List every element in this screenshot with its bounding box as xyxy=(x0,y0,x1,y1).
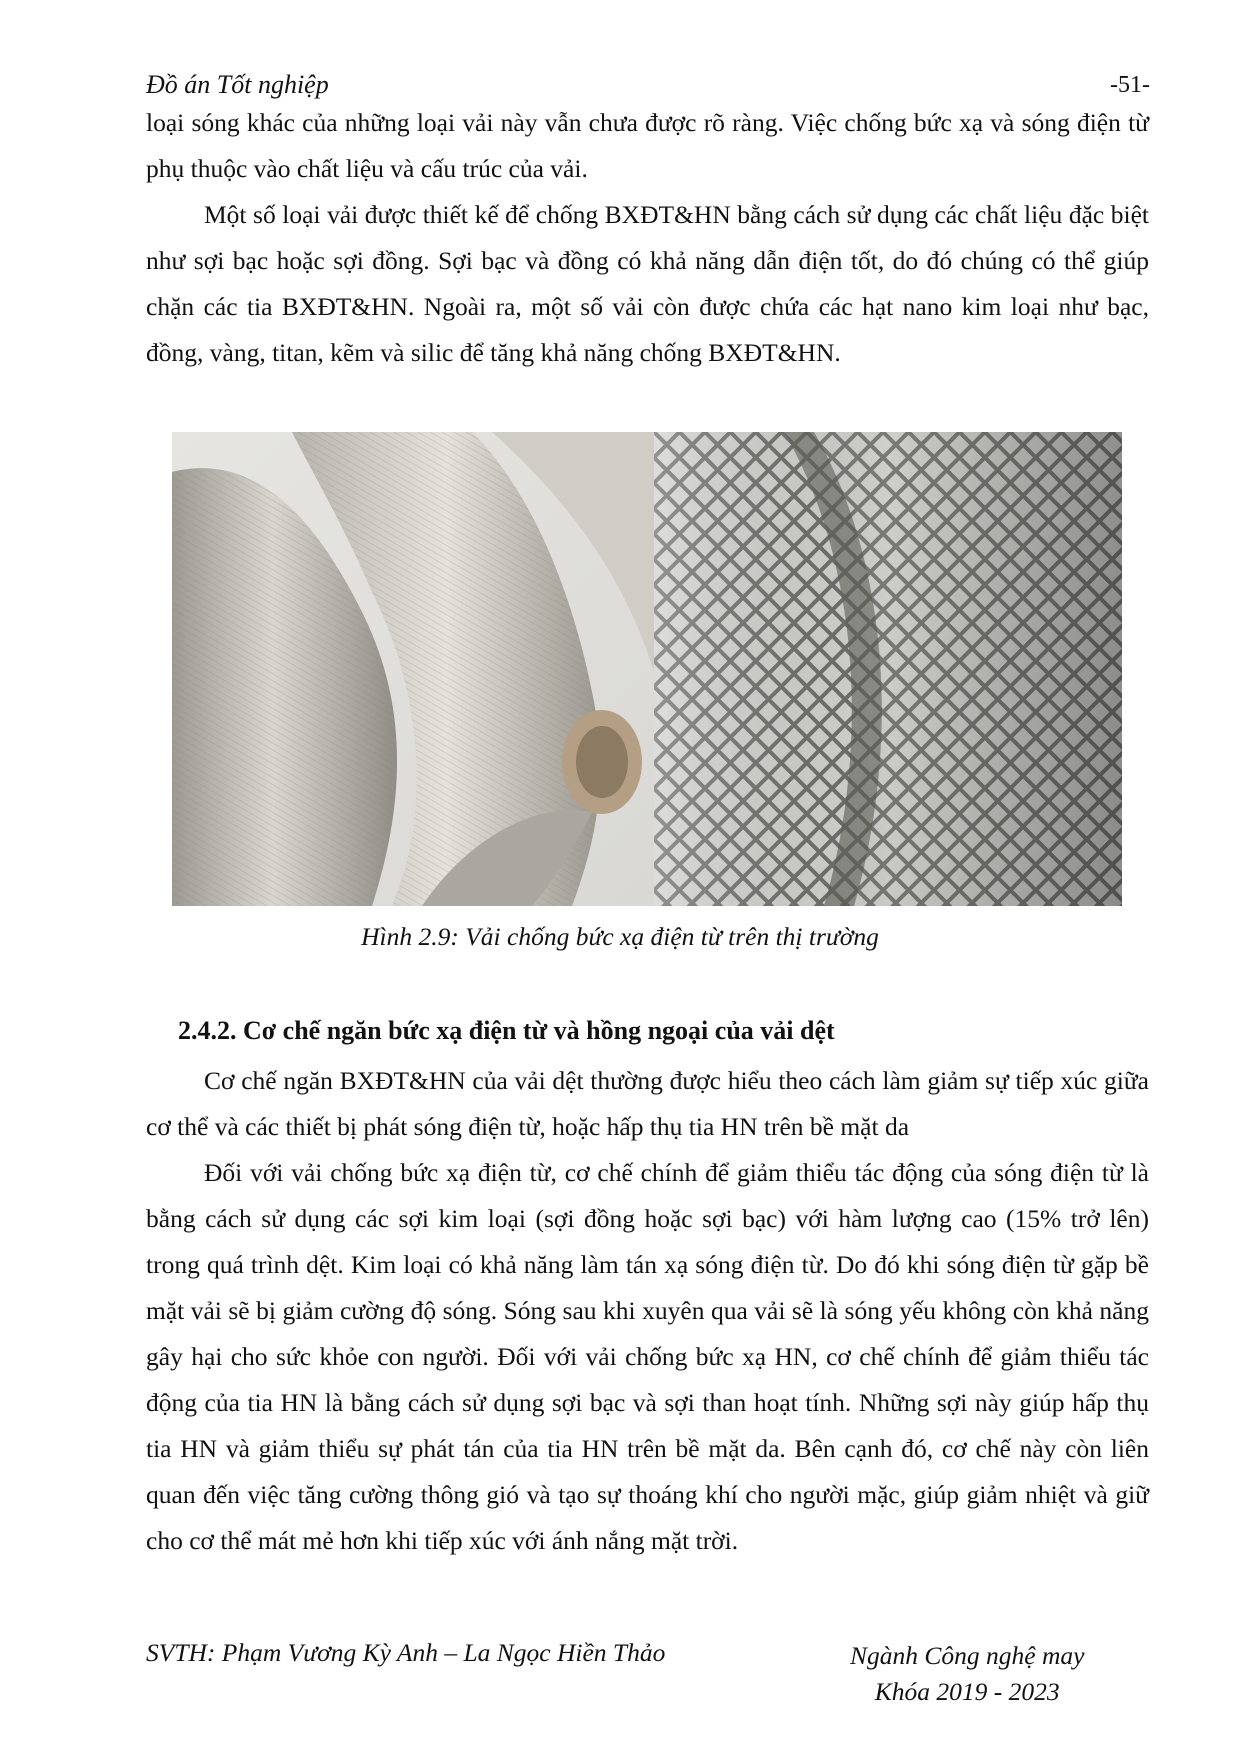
footer-major: Ngành Công nghệ may xyxy=(850,1641,1085,1670)
silver-fabric-rolls-image xyxy=(172,432,654,906)
footer-course-info xyxy=(850,1638,1084,1710)
paragraph-mechanism-detail: Đối với vải chống bức xạ điện từ, cơ chế chính để giảm thiểu tác động của sóng điện từ là bằng cách sử dụng các sợi kim loại (sợi đồng hoặc sợi bạc) với hàm lượng cao (15% trở lên) trong quá trình dệt. Kim loại có khả năng làm tán xạ sóng điện từ. Do đó khi sóng điện từ gặp bề mặt vải sẽ bị giảm cường độ sóng. Sóng sau khi xuyên qua vải sẽ là sóng yếu không còn khả năng gây hại cho sức khỏe con người. Đối với vải chống bức xạ HN, cơ chế chính để giảm thiểu tác động của tia HN là bằng cách sử dụng sợi bạc và sợi than hoạt tính. Những sợi này giúp hấp thụ tia HN và giảm thiểu sự phát tán của tia HN trên bề mặt da. Bên cạnh đó, cơ chế này còn liên quan đến việc tăng cường thông gió và tạo sự thoáng khí cho người mặc, giúp giảm nhiệt và giữ cho cơ thể mát mẻ hơn khi tiếp xúc với ánh nắng mặt trời. xyxy=(146,1158,1149,1555)
paragraph-mechanism-intro: Cơ chế ngăn BXĐT&HN của vải dệt thường được hiểu theo cách làm giảm sự tiếp xúc giữa cơ thể và các thiết bị phát sóng điện từ, hoặc hấp thụ tia HN trên bề mặt da xyxy=(146,1066,1149,1141)
section-heading: 2.4.2. Cơ chế ngăn bức xạ điện từ và hồng ngoại của vải dệt xyxy=(178,1016,835,1045)
paragraph-fabric-materials: Một số loại vải được thiết kế để chống BXĐT&HN bằng cách sử dụng các chất liệu đặc biệt như sợi bạc hoặc sợi đồng. Sợi bạc và đồng có khả năng dẫn điện tốt, do đó chúng có thể giúp chặn các tia BXĐT&HN. Ngoài ra, một số vải còn được chứa các hạt nano kim loại như bạc, đồng, vàng, titan, kẽm và silic để tăng khả năng chống BXĐT&HN. xyxy=(146,200,1149,367)
diamond-grid-fabric-image xyxy=(654,432,1122,906)
footer-students: SVTH: Phạm Vương Kỳ Anh – La Ngọc Hiền Thảo xyxy=(146,1638,666,1667)
footer-course: Khóa 2019 - 2023 xyxy=(874,1677,1060,1706)
fabric-figure xyxy=(172,432,1122,906)
document-title: Đồ án Tốt nghiệp xyxy=(146,70,329,99)
page-number: -51- xyxy=(1110,72,1150,98)
figure-caption: Hình 2.9: Vải chống bức xạ điện từ trên thị trường xyxy=(361,922,879,951)
paragraph-continued: loại sóng khác của những loại vải này vẫn chưa được rõ ràng. Việc chống bức xạ và sóng điện từ phụ thuộc vào chất liệu và cấu trúc của vải. xyxy=(146,108,1149,183)
